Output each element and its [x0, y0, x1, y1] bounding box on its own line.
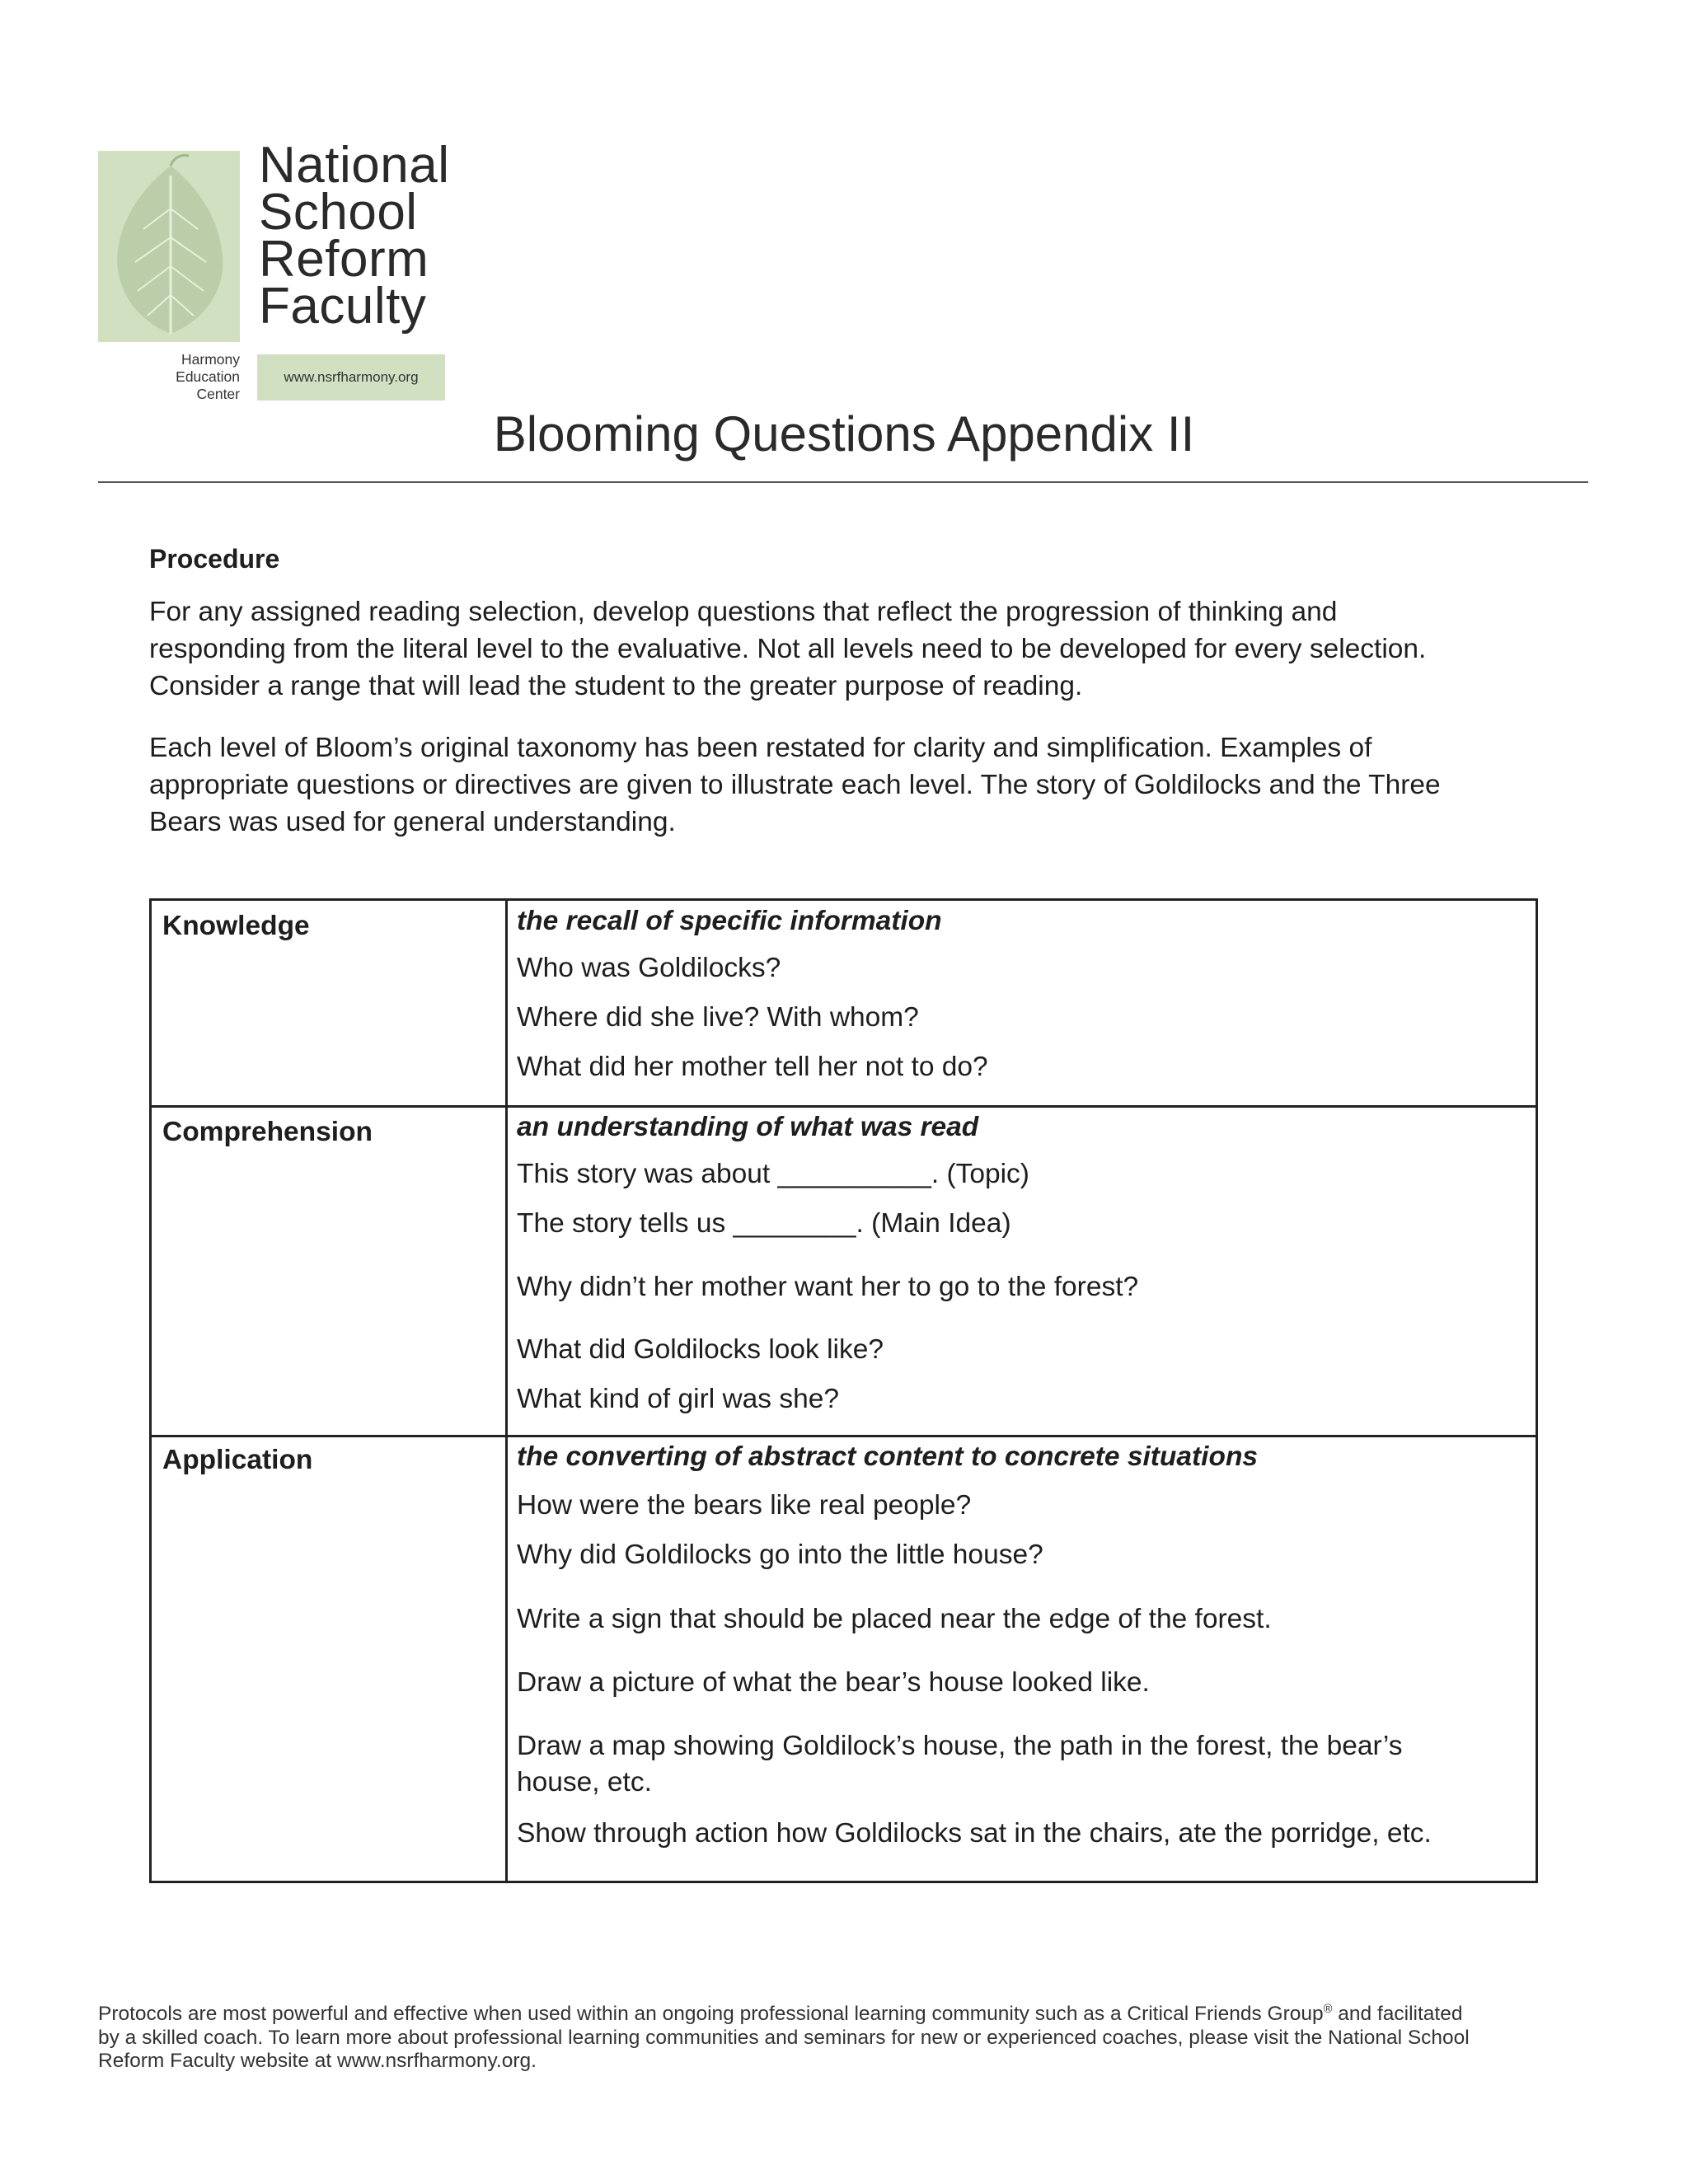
question-item: Who was Goldilocks?	[517, 953, 781, 983]
question-item: Write a sign that should be placed near the edge of the forest.	[517, 1604, 1272, 1634]
title-divider	[98, 481, 1588, 483]
level-label-application: Application	[162, 1445, 313, 1475]
bloom-levels-table	[149, 898, 1538, 1883]
question-item: Why did Goldilocks go into the little house?	[517, 1540, 1043, 1570]
organization-subtitle: Harmony Education Center	[176, 351, 240, 402]
website-url[interactable]: www.nsrfharmony.org	[257, 354, 445, 401]
level-label-comprehension: Comprehension	[162, 1117, 373, 1147]
question-item: Draw a picture of what the bear’s house looked like.	[517, 1667, 1150, 1698]
organization-name: National School Reform Faculty	[259, 137, 450, 335]
question-item: This story was about __________. (Topic)	[517, 1159, 1029, 1189]
question-item: house, etc.	[517, 1767, 652, 1797]
table-row-divider	[152, 1435, 1536, 1437]
table-row-divider	[152, 1105, 1536, 1108]
question-item: Why didn’t her mother want her to go to the forest?	[517, 1272, 1139, 1302]
question-item: What did her mother tell her not to do?	[517, 1052, 988, 1082]
question-item: Where did she live? With whom?	[517, 1002, 919, 1033]
question-item: What did Goldilocks look like?	[517, 1334, 884, 1365]
question-item: Show through action how Goldilocks sat in the chairs, ate the porridge, etc.	[517, 1818, 1432, 1849]
registered-mark: ®	[1323, 2003, 1333, 2016]
procedure-paragraph-2: Each level of Bloom’s original taxonomy has been restated for clarity and simplification. Examples of appropriate questions or directives are given to illustrate each level. The story of Goldilocks and the Three Bears was used for general understanding.	[149, 733, 1441, 837]
footer-note: Protocols are most powerful and effective when used within an ongoing professional learning community such as a Critical Friends Group® and facilitated by a skilled coach. To learn more about professional learning communities and seminars for new or experienced coaches, please visit the National School Reform Faculty website at www.nsrfharmony.org.	[98, 2003, 1470, 2073]
procedure-paragraph-1: For any assigned reading selection, develop questions that reflect the progression of thinking and responding from the literal level to the evaluative. Not all levels need to be developed for every selection. Consider a range that will lead the student to the greater purpose of reading.	[149, 597, 1427, 701]
question-item: What kind of girl was she?	[517, 1384, 840, 1414]
level-definition-knowledge: the recall of specific information	[517, 906, 942, 936]
level-label-knowledge: Knowledge	[162, 911, 310, 941]
leaf-logo-icon	[98, 151, 240, 342]
question-item: How were the bears like real people?	[517, 1490, 972, 1521]
level-definition-application: the converting of abstract content to concrete situations	[517, 1441, 1259, 1472]
question-item: Draw a map showing Goldilock’s house, the path in the forest, the bear’s	[517, 1731, 1403, 1761]
level-definition-comprehension: an understanding of what was read	[517, 1112, 979, 1142]
procedure-heading: Procedure	[149, 544, 280, 574]
question-item: The story tells us ________. (Main Idea)	[517, 1208, 1011, 1239]
page-title: Blooming Questions Appendix II	[493, 406, 1195, 462]
table-column-divider	[505, 901, 508, 1881]
